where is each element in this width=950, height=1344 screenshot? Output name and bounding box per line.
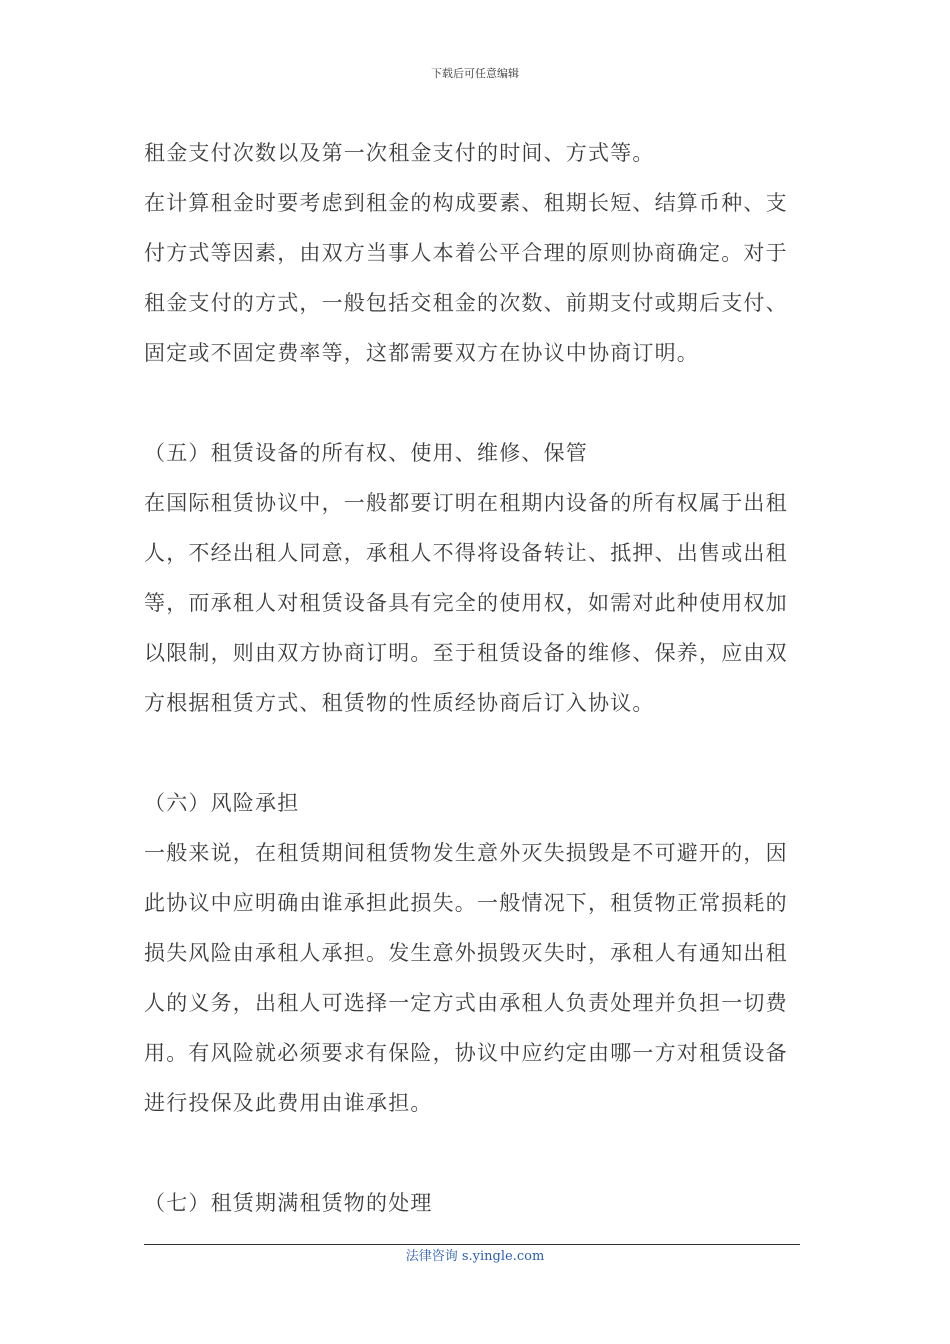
section-heading: （七）租赁期满租赁物的处理 xyxy=(144,1191,433,1215)
paragraph-line: 此协议中应明确由谁承担此损失。一般情况下，租赁物正常损耗的 xyxy=(144,891,788,915)
page-footer: 法律咨询 s.yingle.com xyxy=(405,1249,545,1264)
paragraph-line: 用。有风险就必须要求有保险，协议中应约定由哪一方对租赁设备 xyxy=(144,1041,788,1065)
paragraph-line: 在计算租金时要考虑到租金的构成要素、租期长短、结算币种、支 xyxy=(144,191,788,215)
section-heading: （五）租赁设备的所有权、使用、维修、保管 xyxy=(144,441,588,465)
paragraph-line: 付方式等因素，由双方当事人本着公平合理的原则协商确定。对于 xyxy=(144,241,788,265)
paragraph-line: 一般来说，在租赁期间租赁物发生意外灭失损毁是不可避开的，因 xyxy=(144,841,788,865)
paragraph-line: 租金支付次数以及第一次租金支付的时间、方式等。 xyxy=(144,141,655,165)
paragraph-line: 租金支付的方式，一般包括交租金的次数、前期支付或期后支付、 xyxy=(144,291,788,315)
paragraph-line: 方根据租赁方式、租赁物的性质经协商后订入协议。 xyxy=(144,691,655,715)
paragraph-line: 人，不经出租人同意，承租人不得将设备转让、抵押、出售或出租 xyxy=(144,541,788,565)
paragraph-line: 损失风险由承租人承担。发生意外损毁灭失时，承租人有通知出租 xyxy=(144,941,788,965)
footer-divider xyxy=(144,1244,800,1245)
section-heading: （六）风险承担 xyxy=(144,791,300,815)
page-header: 下载后可任意编辑 xyxy=(431,67,519,80)
paragraph-line: 以限制，则由双方协商订明。至于租赁设备的维修、保养，应由双 xyxy=(144,641,788,665)
document-body xyxy=(144,128,800,1228)
paragraph-line: 人的义务，出租人可选择一定方式由承租人负责处理并负担一切费 xyxy=(144,991,788,1015)
paragraph-line: 固定或不固定费率等，这都需要双方在协议中协商订明。 xyxy=(144,341,699,365)
paragraph-line: 在国际租赁协议中，一般都要订明在租期内设备的所有权属于出租 xyxy=(144,491,788,515)
blank-line xyxy=(144,378,800,428)
blank-line xyxy=(144,1128,800,1178)
blank-line xyxy=(144,728,800,778)
paragraph-line: 进行投保及此费用由谁承担。 xyxy=(144,1091,433,1115)
paragraph-line: 等，而承租人对租赁设备具有完全的使用权，如需对此种使用权加 xyxy=(144,591,788,615)
